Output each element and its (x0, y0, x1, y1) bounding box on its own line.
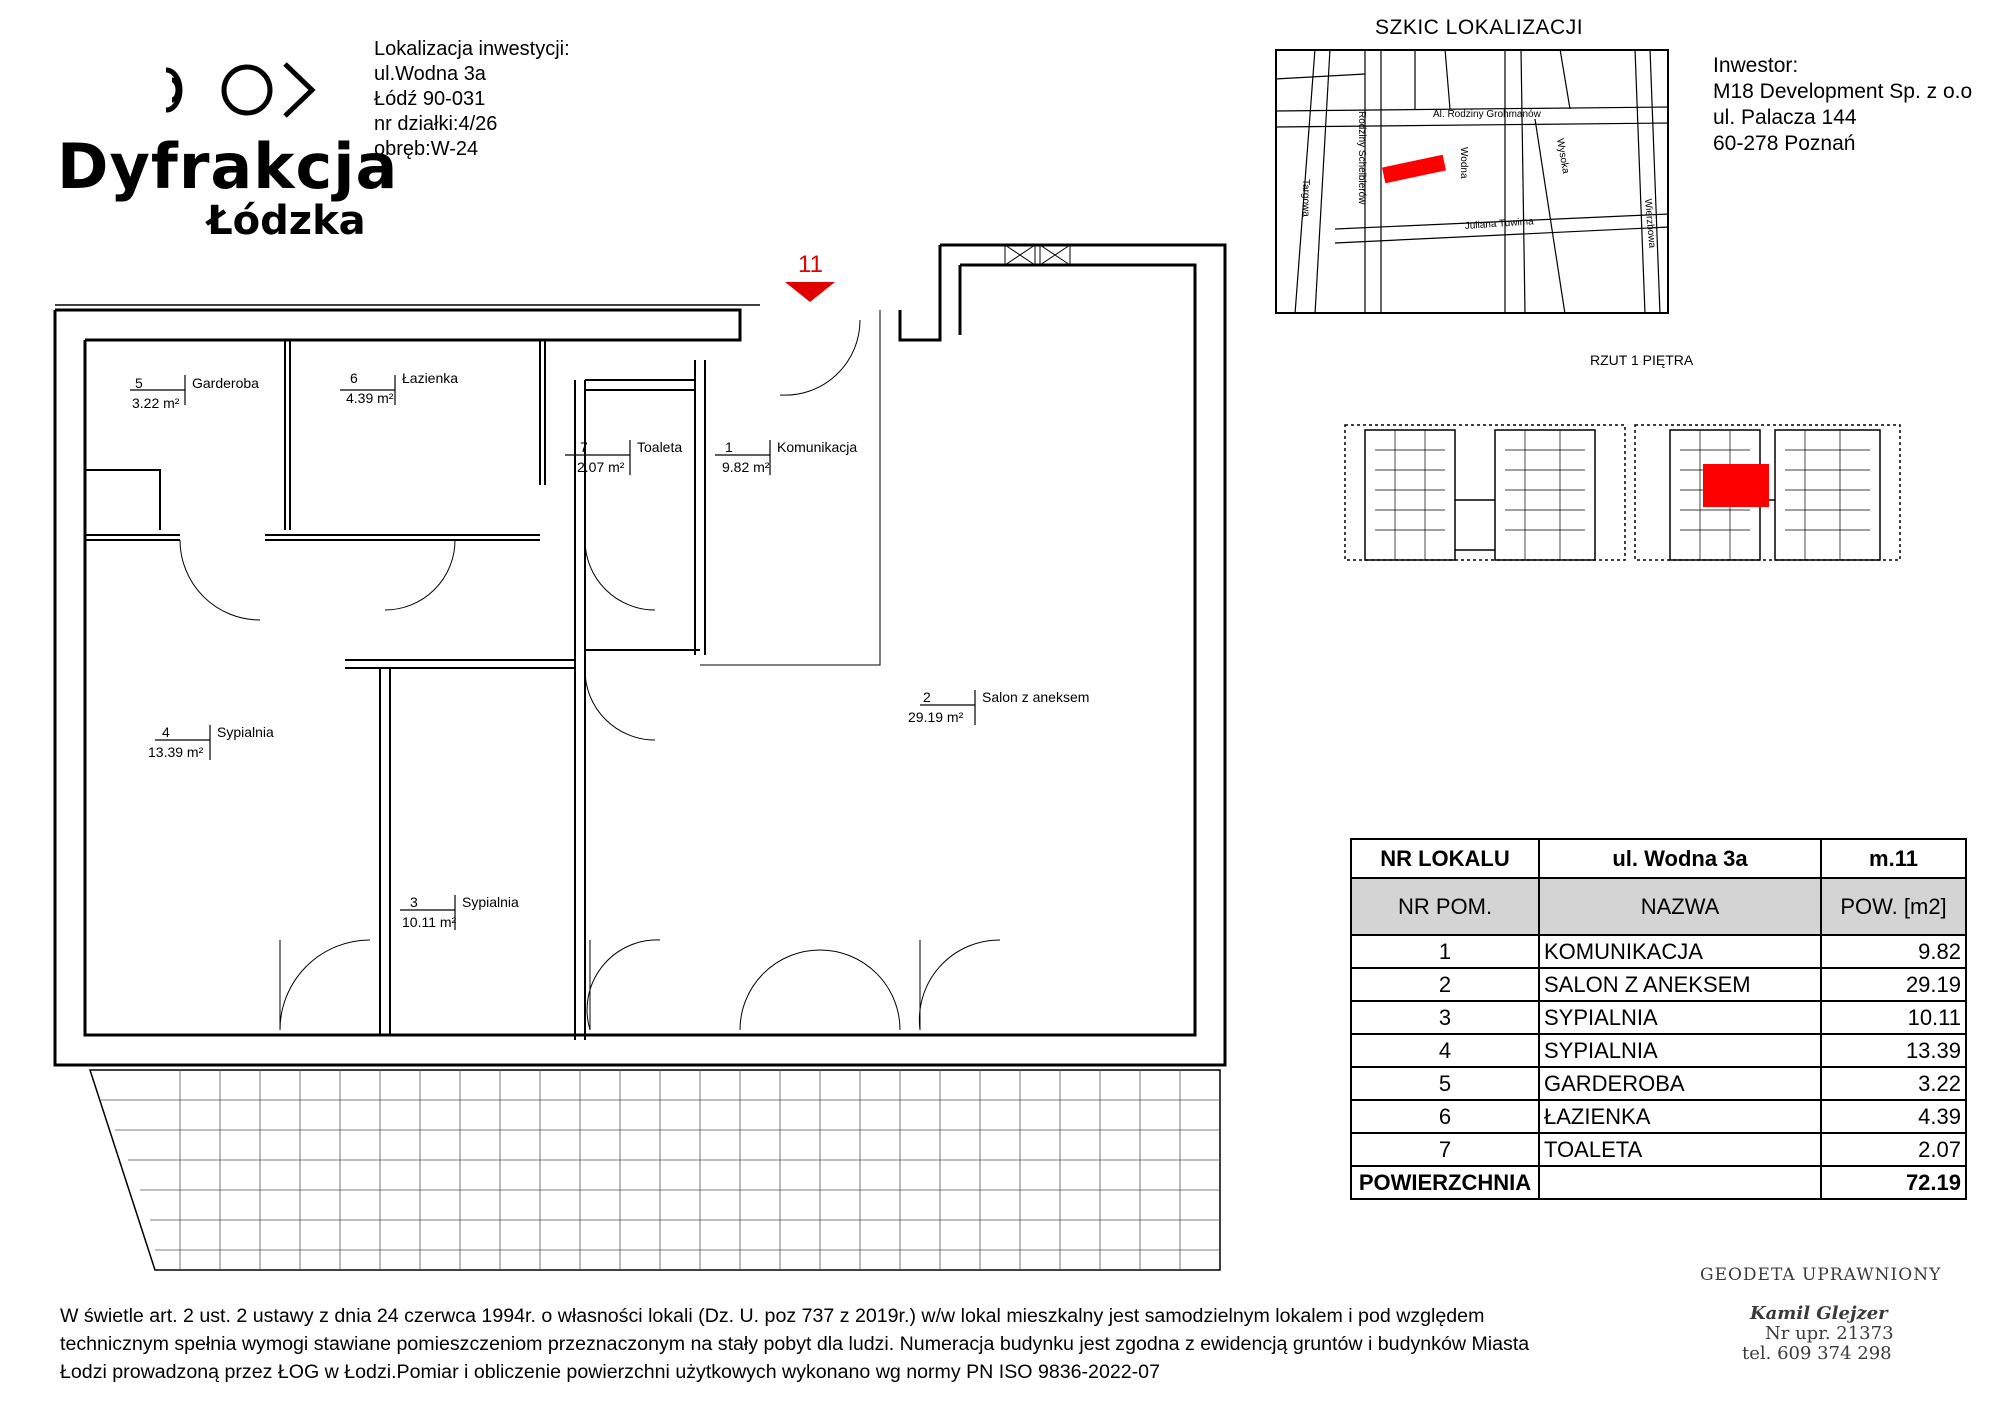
cell-area: 9.82 (1821, 935, 1966, 968)
cell-area: 3.22 (1821, 1067, 1966, 1100)
logo-subtitle: Łódzka (207, 198, 366, 244)
cell-area: 29.19 (1821, 968, 1966, 1001)
room-area-table (1350, 838, 1967, 1200)
room-area: 13.39 m² (148, 744, 204, 760)
floor-plan-title: RZUT 1 PIĘTRA (1590, 352, 1694, 368)
cell-no: 1 (1351, 935, 1539, 968)
location-line: ul.Wodna 3a (374, 63, 486, 85)
column-header: NR POM. (1351, 878, 1539, 935)
cell-name: GARDEROBA (1539, 1067, 1821, 1100)
street-label-wierzbowa: Wierzbowa (1642, 198, 1658, 249)
room-name: Salon z aneksem (982, 689, 1090, 705)
investor-info (1713, 53, 1972, 157)
street-label-wysoka: Wysoka (1554, 137, 1572, 175)
cell-area: 2.07 (1821, 1133, 1966, 1166)
sketch-title: SZKIC LOKALIZACJI (1375, 16, 1584, 39)
room-number: 3 (410, 894, 418, 910)
street-label-grohman: Al. Rodziny Grohmanów (1433, 109, 1541, 120)
street-label-targowa: Targowa (1300, 179, 1311, 217)
cell-name: SALON Z ANEKSEM (1539, 968, 1821, 1001)
room-name: Sypialnia (217, 724, 274, 740)
street-label-wodna: Wodna (1458, 147, 1469, 179)
cell-no: 7 (1351, 1133, 1539, 1166)
room-name: Toaleta (637, 439, 683, 455)
room-area: 2.07 m² (577, 459, 625, 475)
location-line: obręb:W-24 (374, 138, 479, 160)
logo-mark-icon (152, 50, 412, 130)
stamp-title: GEODETA UPRAWNIONY (1700, 1265, 1942, 1285)
column-header: NAZWA (1539, 878, 1821, 935)
cell-no: 4 (1351, 1034, 1539, 1067)
cell-no: 5 (1351, 1067, 1539, 1100)
location-line: Lokalizacja inwestycji: (374, 38, 570, 60)
cell-no: 3 (1351, 1001, 1539, 1034)
stamp-reg: Nr upr. 21373 (1765, 1323, 1894, 1344)
room-area: 9.82 m² (722, 459, 770, 475)
street-label-tuwim: Juliana Tuwima (1464, 216, 1534, 232)
location-line: Łódź 90-031 (374, 88, 486, 110)
table-row (1351, 1100, 1966, 1133)
investor-line: M18 Development Sp. z o.o (1713, 80, 1973, 103)
table-row (1351, 935, 1966, 968)
cell-no: 2 (1351, 968, 1539, 1001)
table-header-unit: m.11 (1821, 839, 1966, 878)
room-area: 3.22 m² (132, 395, 180, 411)
column-header: POW. [m2] (1821, 878, 1966, 935)
unit-highlight (1703, 464, 1769, 507)
unit-entry-marker-icon (785, 282, 835, 302)
total-label: POWIERZCHNIA (1351, 1166, 1539, 1199)
room-area: 10.11 m² (402, 914, 457, 930)
room-area: 29.19 m² (908, 709, 964, 725)
investor-line: 60-278 Poznań (1713, 132, 1856, 155)
table-header-row (1351, 839, 1966, 878)
table-row (1351, 1001, 1966, 1034)
cell-name: ŁAZIENKA (1539, 1100, 1821, 1133)
table-row (1351, 968, 1966, 1001)
legal-line: Łodzi prowadzoną przez ŁOG w Łodzi.Pomiar i obliczenie powierzchni użytkowych wykonano wg normy PN ISO 9836-2022-07 (60, 1361, 1160, 1383)
cell-name: SYPIALNIA (1539, 1001, 1821, 1034)
room-name: Sypialnia (462, 894, 519, 910)
table-header-address: ul. Wodna 3a (1539, 839, 1821, 878)
surveyor-stamp (1700, 1265, 1980, 1385)
table-total-row (1351, 1166, 1966, 1199)
table-header-label: NR LOKALU (1351, 839, 1539, 878)
cell-area: 4.39 (1821, 1100, 1966, 1133)
floor-plan-mini (1335, 410, 1905, 585)
street-label-scheibler: Rodziny Scheiblerów (1356, 111, 1367, 205)
room-name: Garderoba (192, 375, 259, 391)
room-number: 1 (725, 439, 733, 455)
investor-line: Inwestor: (1713, 54, 1799, 77)
cell-area: 13.39 (1821, 1034, 1966, 1067)
stamp-tel: tel. 609 374 298 (1742, 1343, 1892, 1364)
apartment-floor-plan (40, 230, 1280, 1280)
room-name: Komunikacja (777, 439, 858, 455)
stamp-name: Kamil Glejzer (1750, 1303, 1888, 1324)
unit-marker-label: 11 (798, 251, 823, 278)
investor-line: ul. Palacza 144 (1713, 106, 1857, 129)
logo (57, 35, 399, 245)
legal-line: W świetle art. 2 ust. 2 ustawy z dnia 24 czerwca 1994r. o własności lokali (Dz. U. poz 737 z 2019r.) w/w lokal mieszkalny jest samodzielnym lokalem i pod względem (60, 1305, 1485, 1327)
total-empty (1539, 1166, 1821, 1199)
location-info (374, 37, 570, 162)
room-number: 2 (923, 689, 931, 705)
total-value: 72.19 (1821, 1166, 1966, 1199)
room-number: 5 (135, 375, 143, 391)
room-number: 7 (580, 439, 588, 455)
table-row (1351, 1067, 1966, 1100)
table-row (1351, 1034, 1966, 1067)
location-sketch-map (1275, 49, 1669, 314)
room-number: 6 (350, 370, 358, 386)
room-number: 4 (162, 724, 170, 740)
legal-line: technicznym spełnia wymogi stawiane pomieszczeniom przeznaczonym na stały pobyt dla ludzi. Numeracja budynku jest zgodna z ewidencją gruntów i budynków Miasta (60, 1333, 1530, 1355)
table-columns-row (1351, 878, 1966, 935)
legal-statement (60, 1302, 1700, 1386)
room-area: 4.39 m² (346, 390, 394, 406)
room-name: Łazienka (402, 370, 459, 386)
table-row (1351, 1133, 1966, 1166)
logo-title: Dyfrakcja (57, 130, 399, 203)
location-line: nr działki:4/26 (374, 113, 498, 135)
cell-name: SYPIALNIA (1539, 1034, 1821, 1067)
cell-name: KOMUNIKACJA (1539, 935, 1821, 968)
cell-no: 6 (1351, 1100, 1539, 1133)
cell-name: TOALETA (1539, 1133, 1821, 1166)
cell-area: 10.11 (1821, 1001, 1966, 1034)
